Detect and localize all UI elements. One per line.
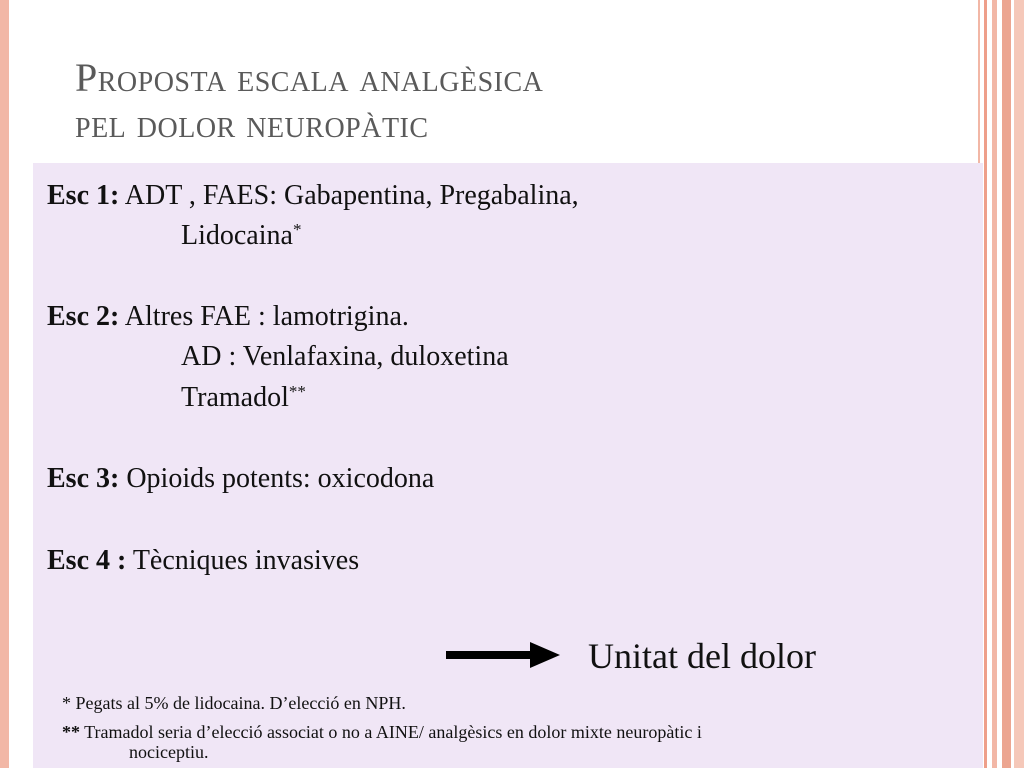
- footnote-2-text: Tramadol seria d’elecció associat o no a AINE/ analgèsics en dolor mixte neuropàtic i: [80, 722, 702, 742]
- footnote-2-mark: **: [62, 722, 80, 742]
- footnote-2-continuation: nociceptiu.: [129, 742, 209, 762]
- step-1-label: Esc 1:: [47, 180, 120, 211]
- step-3-text: Opioids potents: oxicodona: [119, 463, 435, 494]
- step-1-text: ADT , FAES: Gabapentina, Pregabalina,: [119, 180, 579, 211]
- step-2-line-2: AD : Venlafaxina, duloxetina: [181, 341, 509, 372]
- step-2-line-3-mark: **: [288, 382, 306, 401]
- step-2-line-3: [181, 382, 306, 414]
- step-4-text: Tècniques invasives: [126, 545, 360, 576]
- step-1-continuation: [181, 220, 301, 252]
- step-3: [47, 463, 434, 495]
- right-arrow-icon: [446, 642, 560, 668]
- step-4-label: Esc 4 :: [47, 545, 127, 576]
- left-accent-border: [0, 0, 9, 768]
- step-1: [47, 180, 579, 212]
- referral-unit-label: Unitat del dolor: [588, 636, 816, 676]
- step-2: [47, 301, 409, 333]
- title-line-2: pel dolor neuropàtic: [75, 101, 429, 146]
- step-1-cont-mark: *: [292, 220, 302, 239]
- right-decorative-stripes: [978, 0, 1024, 768]
- slide-title: [75, 55, 955, 147]
- step-1-cont-text: Lidocaina: [181, 220, 293, 251]
- step-2-line-3-text: Tramadol: [181, 382, 289, 413]
- footnote-2: [62, 722, 702, 742]
- step-3-label: Esc 3:: [47, 463, 120, 494]
- step-2-label: Esc 2:: [47, 301, 120, 332]
- step-4: [47, 545, 359, 577]
- step-2-text: Altres FAE : lamotrigina.: [119, 301, 409, 332]
- title-line-1: Proposta escala analgèsica: [75, 55, 544, 100]
- footnote-1: * Pegats al 5% de lidocaina. D’elecció en NPH.: [62, 693, 406, 713]
